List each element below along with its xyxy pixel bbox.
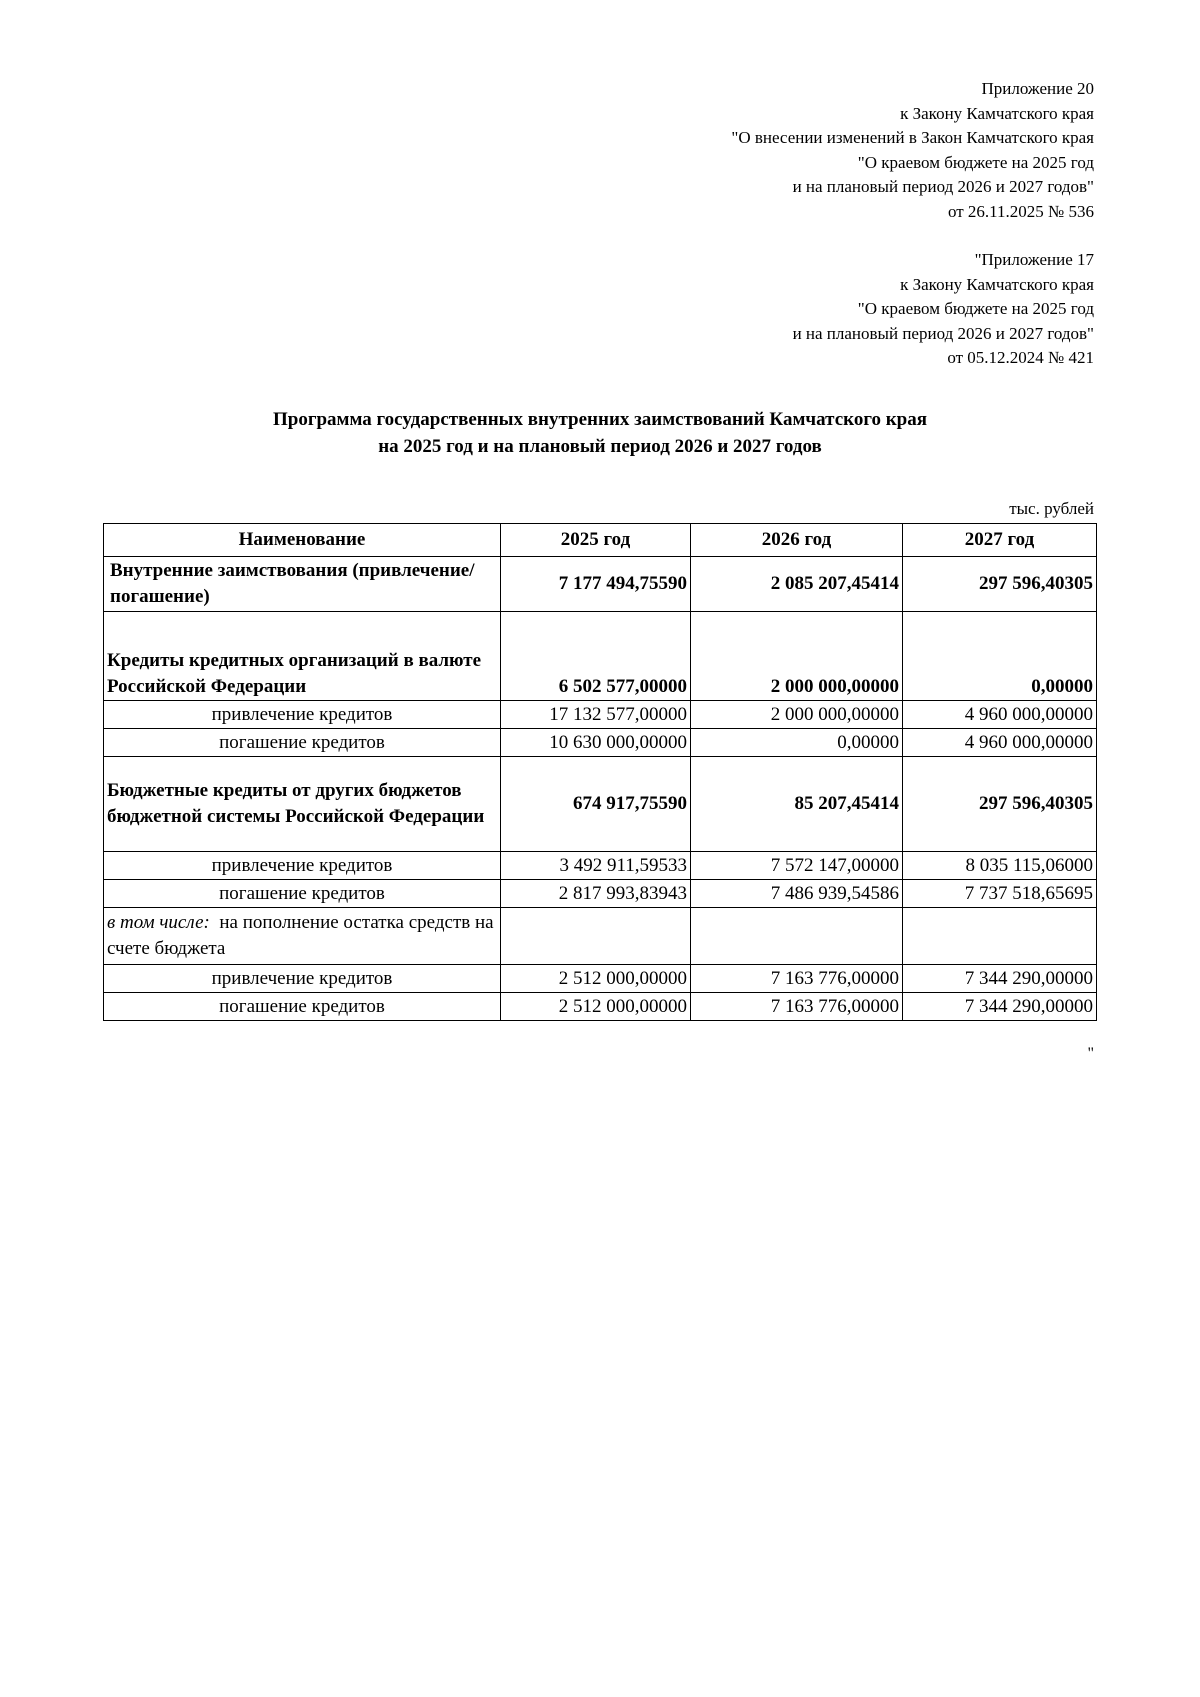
value-2027: 297 596,40305 <box>903 757 1097 852</box>
table-row <box>104 852 1097 880</box>
row-name: привлечение кредитов <box>104 965 501 993</box>
table-header-row <box>104 524 1097 557</box>
table-row <box>104 908 1097 965</box>
value-2027: 4 960 000,00000 <box>903 701 1097 729</box>
value-2025: 7 177 494,75590 <box>501 557 691 612</box>
value-2025 <box>501 908 691 965</box>
table-row <box>104 880 1097 908</box>
row-name: Кредиты кредитных организаций в валюте Российской Федерации <box>104 612 501 701</box>
header-line: к Закону Камчатского края <box>900 103 1094 123</box>
closing-quote-mark: " <box>1087 1045 1094 1062</box>
value-2027: 8 035 115,06000 <box>903 852 1097 880</box>
row-name <box>104 908 501 965</box>
value-2026: 2 000 000,00000 <box>691 701 903 729</box>
table-row <box>104 757 1097 852</box>
value-2025: 6 502 577,00000 <box>501 612 691 701</box>
value-2025: 3 492 911,59533 <box>501 852 691 880</box>
row-name: погашение кредитов <box>104 993 501 1021</box>
value-2025: 2 512 000,00000 <box>501 965 691 993</box>
value-2026 <box>691 908 903 965</box>
value-2026: 85 207,45414 <box>691 757 903 852</box>
column-header: 2026 год <box>691 524 903 557</box>
value-2025: 10 630 000,00000 <box>501 729 691 757</box>
header-line: "О внесении изменений в Закон Камчатского края <box>731 128 1094 147</box>
table-row <box>104 729 1097 757</box>
header-line: от 05.12.2024 № 421 <box>947 348 1094 367</box>
value-2025: 2 817 993,83943 <box>501 880 691 908</box>
value-2026: 2 085 207,45414 <box>691 557 903 612</box>
value-2026: 7 163 776,00000 <box>691 993 903 1021</box>
table-row <box>104 557 1097 612</box>
appendix-20-header <box>731 77 1094 224</box>
row-name: привлечение кредитов <box>104 701 501 729</box>
document-title <box>0 406 1200 460</box>
value-2026: 2 000 000,00000 <box>691 612 903 701</box>
value-2026: 7 572 147,00000 <box>691 852 903 880</box>
row-name: погашение кредитов <box>104 880 501 908</box>
row-name: привлечение кредитов <box>104 852 501 880</box>
value-2027 <box>903 908 1097 965</box>
value-2027: 297 596,40305 <box>903 557 1097 612</box>
table-row <box>104 965 1097 993</box>
value-2026: 7 163 776,00000 <box>691 965 903 993</box>
column-header: 2027 год <box>903 524 1097 557</box>
row-name: Бюджетные кредиты от других бюджетов бюджетной системы Российской Федерации <box>104 757 501 852</box>
table-row <box>104 701 1097 729</box>
header-line: от 26.11.2025 № 536 <box>947 201 1094 221</box>
column-header: Наименование <box>104 524 501 557</box>
header-line: и на плановый период 2026 и 2027 годов" <box>792 177 1094 196</box>
borrowing-program-table <box>103 523 1097 1021</box>
value-2026: 7 486 939,54586 <box>691 880 903 908</box>
row-name: погашение кредитов <box>104 729 501 757</box>
table-row <box>104 993 1097 1021</box>
table-row <box>104 612 1097 701</box>
value-2025: 2 512 000,00000 <box>501 993 691 1021</box>
header-line: "О краевом бюджете на 2025 год <box>857 152 1094 172</box>
value-2027: 7 344 290,00000 <box>903 993 1097 1021</box>
header-line: к Закону Камчатского края <box>900 274 1094 294</box>
value-2027: 7 344 290,00000 <box>903 965 1097 993</box>
header-line: "О краевом бюджете на 2025 год <box>857 299 1094 318</box>
value-2027: 0,00000 <box>903 612 1097 701</box>
units-label: тыс. рублей <box>1009 499 1094 518</box>
header-line: Приложение 20 <box>981 79 1094 98</box>
value-2027: 4 960 000,00000 <box>903 729 1097 757</box>
note-text: на пополнение остатка средств на счете бюджета <box>107 912 494 959</box>
value-2025: 674 917,75590 <box>501 757 691 852</box>
row-name: Внутренние заимствования (привлечение/погашение) <box>104 557 501 612</box>
value-2025: 17 132 577,00000 <box>501 701 691 729</box>
column-header: 2025 год <box>501 524 691 557</box>
title-line: на 2025 год и на плановый период 2026 и 2027 годов <box>378 436 822 457</box>
value-2026: 0,00000 <box>691 729 903 757</box>
note-prefix: в том числе: <box>107 912 210 933</box>
header-line: и на плановый период 2026 и 2027 годов" <box>792 323 1094 343</box>
title-line: Программа государственных внутренних заимствований Камчатского края <box>272 409 928 430</box>
appendix-17-header <box>793 248 1094 371</box>
value-2027: 7 737 518,65695 <box>903 880 1097 908</box>
header-line: "Приложение 17 <box>974 250 1094 269</box>
